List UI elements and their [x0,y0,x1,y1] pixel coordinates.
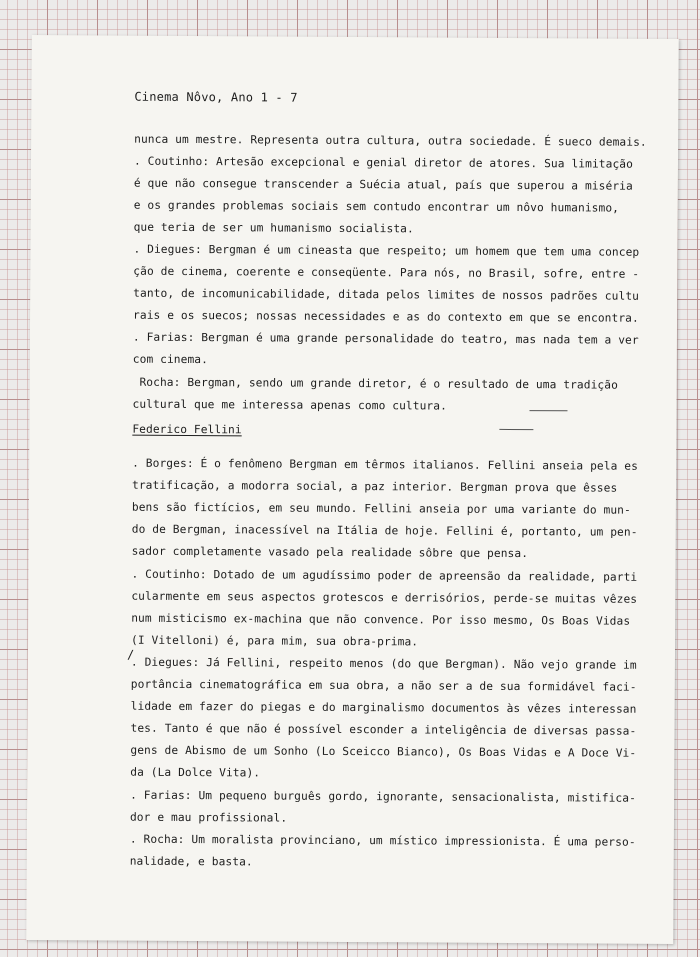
section-heading: Federico Fellini [132,422,242,437]
text-line: . Coutinho: Dotado de um agudíssimo poder de apreensão da realidade, parti [131,567,638,584]
text-line: . Farias: Um pequeno burguês gordo, ignorante, sensacionalista, mistifica- [130,788,636,805]
text-line: . Borges: É o fenômeno Bergman em têrmos italianos. Fellini anseia pela es [132,456,639,473]
text-line: nunca um mestre. Representa outra cultura, outra sociedade. É sueco demais. [134,132,647,149]
text-line: . Diegues: Já Fellini, respeito menos (do que Bergman). Não vejo grande im [130,655,637,672]
text-line: (I Vitelloni) é, para mim, sua obra-prima. [131,633,419,649]
text-line: tanto, de incomunicabilidade, ditada pelos limites de nossos padrões cultu [133,286,640,303]
text-line: cularmente em seus aspectos grotescos e derrisórios, perde-se muitas vêzes [131,589,638,606]
text-line: num misticismo ex-machina que não convence. Por isso mesmo, Os Boas Vidas [131,611,631,628]
text-line: sador completamente vasado pela realidade sôbre que pensa. [131,544,529,561]
text-line: e os grandes problemas sociais sem contudo encontrar um nôvo humanismo, [133,198,620,215]
page-header: Cinema Nôvo, Ano 1 - 7 [134,89,298,105]
text-line: tes. Tanto é que não é possível esconder a inteligência de diversas passa- [130,721,637,738]
text-line: dor e mau profissional. [129,810,288,825]
text-line: nalidade, e basta. [129,854,253,869]
text-line: ção de cinema, coerente e conseqüente. Para nós, no Brasil, sofre, entre - [133,264,640,281]
stray-rule [529,410,567,411]
text-line: tratificação, a modorra social, a paz interior. Bergman prova que êsses [131,478,618,495]
document-page [26,35,679,944]
text-line: cultural que me interessa apenas como cultura. [132,397,447,413]
stray-rule [499,429,533,430]
text-line: portância cinematográfica em sua obra, a não ser a de sua formidável faci- [130,677,637,694]
text-line: que teria de ser um humanismo socialista. [133,220,414,236]
text-line: . Farias: Bergman é uma grande personalidade do teatro, mas nada tem a ver [132,330,639,347]
text-line: . Diegues: Bergman é um cineasta que respeito; um homem que tem uma concep [133,242,640,259]
text-line: é que não consegue transcender a Suécia atual, país que superou a miséria [133,176,633,193]
text-line: Rocha: Bergman, sendo um grande diretor, é o resultado de uma tradição [132,375,619,392]
text-line: lidade em fazer do piegas e do marginalismo documentos às vêzes interessan [130,699,637,716]
text-line: da (La Dolce Vita). [130,765,261,780]
text-line: . Coutinho: Artesão excepcional e genial diretor de atores. Sua limitação [133,154,634,171]
handwritten-check-mark: / [126,647,135,662]
text-line: bens são fictícios, em seu mundo. Fellini anseia por uma variante do mun- [131,500,631,517]
text-line: . Rocha: Um moralista provinciano, um místico impressionista. É uma perso- [129,832,636,849]
text-line: do de Bergman, inacessível na Itália de hoje. Fellini é, portanto, um pen- [131,522,638,539]
text-line: com cinema. [132,352,209,367]
text-line: gens de Abismo de um Sonho (Lo Sceicco Bianco), Os Boas Vidas e A Doce Vi- [130,743,637,760]
text-line: rais e os suecos; nossas necessidades e as do contexto em que se encontra. [133,308,639,325]
